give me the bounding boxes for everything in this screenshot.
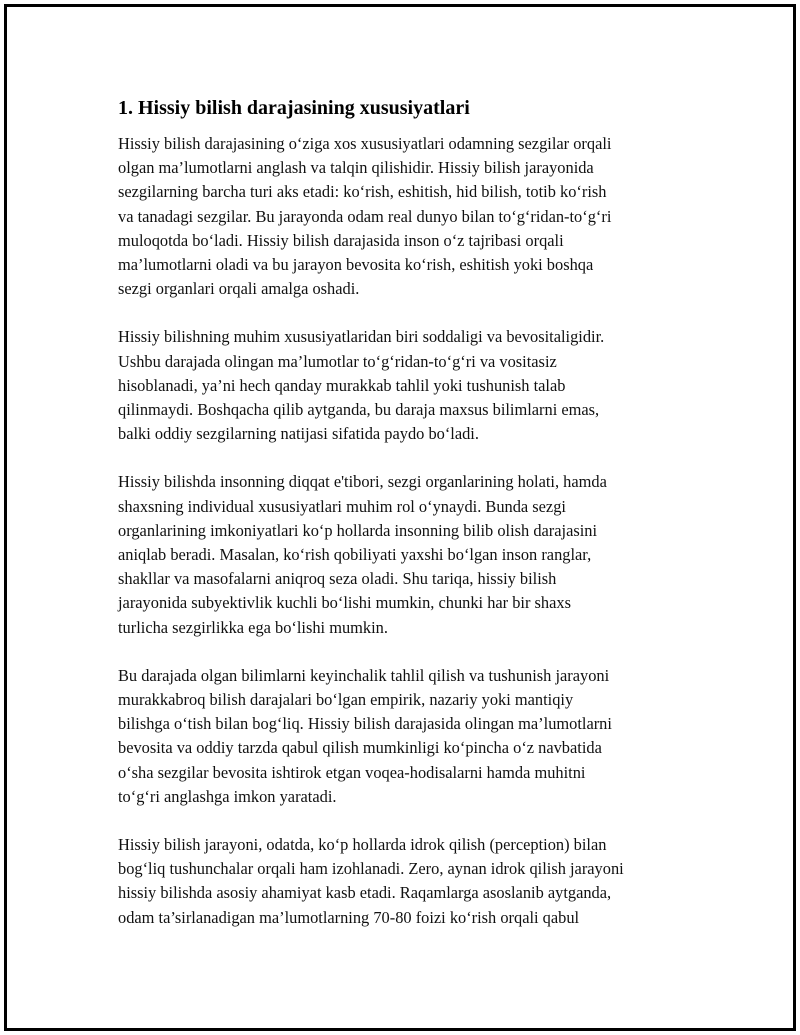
paragraph-line: muloqotda bo‘ladi. Hissiy bilish darajasida inson o‘z tajribasi orqali <box>118 230 564 250</box>
paragraph-line: Ushbu darajada olingan ma’lumotlar to‘g‘ridan-to‘g‘ri va vositasiz <box>118 351 557 371</box>
paragraph-line: sezgi organlari orqali amalga oshadi. <box>118 279 360 299</box>
paragraph-line: va tanadagi sezgilar. Bu jarayonda odam real dunyo bilan to‘g‘ridan-to‘g‘ri <box>118 206 612 226</box>
paragraph-line: o‘sha sezgilar bevosita ishtirok etgan voqea-hodisalarni hamda muhitni <box>118 762 586 782</box>
paragraph-line: shaxsning individual xususiyatlari muhim rol o‘ynaydi. Bunda sezgi <box>118 496 566 516</box>
paragraph-line: sezgilarning barcha turi aks etadi: ko‘rish, eshitish, hid bilish, totib ko‘rish <box>118 182 607 202</box>
paragraph-line: bog‘liq tushunchalar orqali ham izohlanadi. Zero, aynan idrok qilish jarayoni <box>118 859 624 879</box>
paragraph-line: turlicha sezgirlikka ega bo‘lishi mumkin. <box>118 617 388 637</box>
paragraph-line: jarayonida subyektivlik kuchli bo‘lishi mumkin, chunki har bir shaxs <box>118 593 571 613</box>
paragraph-line: Bu darajada olgan bilimlarni keyinchalik tahlil qilish va tushunish jarayoni <box>118 665 610 685</box>
paragraph-line: odam ta’sirlanadigan ma’lumotlarning 70-80 foizi ko‘rish orqali qabul <box>118 907 580 927</box>
section-heading: 1. Hissiy bilish darajasining xususiyatlari <box>118 97 470 119</box>
paragraph-5 <box>118 833 698 930</box>
paragraph-line: hissiy bilishda asosiy ahamiyat kasb etadi. Raqamlarga asoslanib aytganda, <box>118 883 612 903</box>
paragraph-line: Hissiy bilishda insonning diqqat e'tibori, sezgi organlarining holati, hamda <box>118 472 607 492</box>
paragraph-line: Hissiy bilish darajasining o‘ziga xos xususiyatlari odamning sezgilar orqali <box>118 134 612 153</box>
paragraph-1 <box>118 132 698 301</box>
paragraph-line: aniqlab beradi. Masalan, ko‘rish qobiliyati yaxshi bo‘lgan inson ranglar, <box>118 545 592 565</box>
paragraph-3 <box>118 470 698 639</box>
paragraph-line: shakllar va masofalarni aniqroq seza oladi. Shu tariqa, hissiy bilish <box>118 569 557 589</box>
paragraph-line: murakkabroq bilish darajalari bo‘lgan empirik, nazariy yoki mantiqiy <box>118 690 574 710</box>
paragraph-line: olgan ma’lumotlarni anglash va talqin qilishidir. Hissiy bilish jarayonida <box>118 158 594 178</box>
paragraph-line: hisoblanadi, ya’ni hech qanday murakkab tahlil yoki tushunish talab <box>118 375 566 395</box>
paragraph-line: bevosita va oddiy tarzda qabul qilish mumkinligi ko‘pincha o‘z navbatida <box>118 738 602 758</box>
paragraph-line: qilinmaydi. Boshqacha qilib aytganda, bu daraja maxsus bilimlarni emas, <box>118 400 600 420</box>
paragraph-2 <box>118 325 698 446</box>
paragraph-line: to‘g‘ri anglashga imkon yaratadi. <box>118 786 337 806</box>
paragraph-line: Hissiy bilishning muhim xususiyatlaridan biri soddaligi va bevositaligidir. <box>118 327 605 347</box>
paragraph-line: balki oddiy sezgilarning natijasi sifatida paydo bo‘ladi. <box>118 424 479 444</box>
document-content <box>118 96 698 954</box>
paragraph-line: organlarining imkoniyatlari ko‘p hollarda insonning bilib olish darajasini <box>118 520 598 540</box>
paragraph-line: Hissiy bilish jarayoni, odatda, ko‘p hollarda idrok qilish (perception) bilan <box>118 835 607 855</box>
paragraph-4 <box>118 664 698 809</box>
paragraph-line: ma’lumotlarni oladi va bu jarayon bevosita ko‘rish, eshitish yoki boshqa <box>118 255 594 275</box>
paragraph-line: bilishga o‘tish bilan bog‘liq. Hissiy bilish darajasida olingan ma’lumotlarni <box>118 714 612 734</box>
